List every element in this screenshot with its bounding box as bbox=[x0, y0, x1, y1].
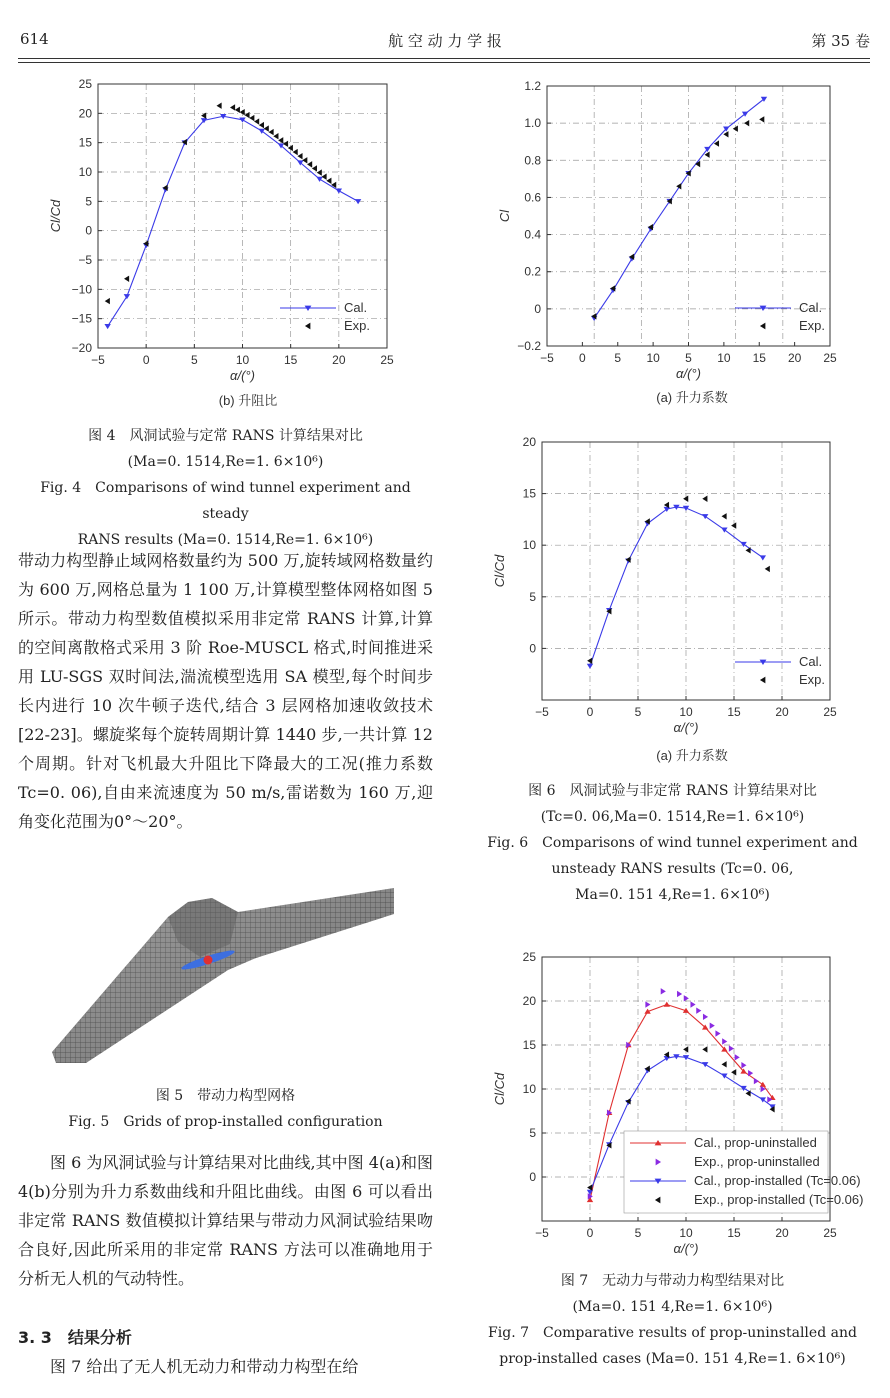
fig7-tick-label-x: 0 bbox=[586, 1226, 594, 1240]
fig7-tick-label-x: 5 bbox=[634, 1226, 642, 1240]
fig4b-data-point bbox=[302, 157, 307, 163]
fig6-caption-cn: 图 6 风洞试验与非定常 RANS 计算结果对比 bbox=[528, 783, 817, 799]
fig7-tick-label-x: 20 bbox=[775, 1226, 789, 1240]
body-paragraph-1 bbox=[18, 546, 433, 836]
fig6a-bottom-data-point bbox=[746, 547, 751, 553]
fig6a-bottom-plot bbox=[492, 435, 837, 735]
fig6a-top-series-0 bbox=[591, 97, 767, 321]
fig6-caption bbox=[465, 778, 880, 908]
fig4b-tick-label-x: 10 bbox=[235, 353, 250, 367]
fig4b-data-point bbox=[217, 103, 222, 109]
fig4b-tick-label-y: 15 bbox=[78, 135, 92, 150]
fig7-legend-label: Cal., prop-installed (Tc=0.06) bbox=[694, 1173, 861, 1188]
paragraph-text: 带动力构型静止域网格数量约为 500 万,旋转域网格数量约为 600 万,网格总量为 1 100 万,计算模型整体网格如图 5 所示。带动力构型数值模拟采用非定常 RANS 计算,计算的空间离散格式采用 3 阶 Roe-MUSCL 格式,时间推进采用 LU-SGS 双时间法,湍流模型选用 SA 模型,每个时间步长内进行 10 次牛顿子迭代,结合 3 层网格加速收敛技术[22-23]。螺旋桨每个旋转周期计算 1440 步,一共计算 12 个周期。针对飞机最大升阻比下降最大的工况(推力系数 Tc=0. 06),自由来流速度为 50 m/s,雷诺数为 160 万,迎角变化范围为0°～20°。 bbox=[18, 551, 433, 831]
fig6a-bottom-data-point bbox=[683, 506, 689, 511]
fig4b-data-point bbox=[230, 104, 235, 110]
fig6a-bottom-data-point bbox=[722, 513, 727, 519]
fig4b-data-point bbox=[307, 161, 312, 167]
fig4b-data-point bbox=[317, 169, 322, 175]
fig6a-bottom-tick-label-y: 0 bbox=[529, 641, 536, 656]
fig7-plot bbox=[492, 950, 863, 1256]
header-rule bbox=[18, 58, 870, 59]
chart-fig6a-top bbox=[480, 70, 870, 415]
fig4b-data-point bbox=[104, 324, 110, 329]
fig4b-series-1 bbox=[105, 103, 337, 305]
fig6a-top-data-point bbox=[744, 120, 749, 126]
fig6a-top-plot bbox=[497, 79, 837, 381]
fig4b-data-point bbox=[105, 298, 110, 304]
fig6a-top-tick-label-y: −0.2 bbox=[517, 339, 541, 353]
paragraph-text: 图 7 给出了无人机无动力和带动力构型在给 bbox=[18, 1357, 359, 1376]
fig6a-bottom-data-point bbox=[765, 566, 770, 572]
fig4b-data-point bbox=[124, 294, 130, 299]
fig6a-top-tick-label-x: −5 bbox=[540, 351, 554, 365]
fig6a-bottom-legend-label: Exp. bbox=[799, 672, 826, 687]
fig4b-xlabel: α/(°) bbox=[230, 368, 255, 383]
fig6a-top-tick-label-y: 0.4 bbox=[524, 227, 541, 242]
page-number: 614 bbox=[20, 30, 49, 48]
fig4b-panel-label: (b) 升阻比 bbox=[218, 393, 278, 408]
fig7-caption bbox=[465, 1268, 880, 1372]
fig6a-bottom-tick-label-x: 10 bbox=[679, 705, 693, 719]
chart-fig6a-bottom bbox=[480, 430, 870, 770]
fig4b-data-point bbox=[293, 149, 298, 155]
fig4b-data-point bbox=[124, 276, 129, 282]
fig4-caption-cn: 图 4 风洞试验与定常 RANS 计算结果对比 bbox=[88, 428, 363, 444]
fig4-caption bbox=[18, 423, 433, 553]
fig7-tick-label-x: −5 bbox=[535, 1226, 549, 1240]
fig4b-data-point bbox=[322, 173, 327, 179]
fig7-data-point bbox=[748, 1070, 753, 1076]
fig6-caption-en-2: unsteady RANS results (Tc=0. 06, bbox=[551, 861, 794, 877]
fig4b-tick-label-y: −10 bbox=[71, 282, 92, 297]
fig5-mesh-image bbox=[50, 862, 395, 1067]
fig7-xlabel: α/(°) bbox=[673, 1241, 699, 1256]
fig6a-bottom-tick-label-x: 5 bbox=[634, 705, 642, 719]
fig6a-bottom-tick-label-y: 5 bbox=[529, 589, 536, 604]
fig4b-data-point bbox=[312, 165, 317, 171]
fig4b-legend-marker bbox=[305, 323, 310, 330]
fig6a-top-tick-label-y: 1.0 bbox=[524, 116, 541, 131]
paragraph-text: 图 6 为风洞试验与计算结果对比曲线,其中图 4(a)和图 4(b)分别为升力系数曲线和升阻比曲线。由图 6 可以看出非定常 RANS 数值模拟计算结果与带动力风洞试验结果吻合良好,因此所采用的非定常 RANS 方法可以准确地用于分析无人机的气动特性。 bbox=[18, 1153, 433, 1288]
fig7-tick-label-y: 0 bbox=[529, 1170, 536, 1184]
fig6a-top-series-1 bbox=[591, 116, 764, 319]
fig6a-bottom-data-point bbox=[587, 664, 593, 669]
fig6a-top-tick-label-x: 15 bbox=[752, 351, 766, 365]
fig7-tick-label-y: 20 bbox=[522, 994, 536, 1008]
fig7-tick-label-y: 5 bbox=[529, 1126, 536, 1140]
fig7-data-point bbox=[722, 1038, 727, 1044]
fig6a-top-tick-label-x: 10 bbox=[646, 351, 660, 365]
fig6a-bottom-series-1 bbox=[587, 496, 770, 664]
body-paragraph-2 bbox=[18, 1148, 433, 1293]
fig7-legend-label: Cal., prop-uninstalled bbox=[694, 1135, 817, 1150]
volume-label: 第 35 卷 bbox=[811, 32, 870, 50]
fig7-data-point bbox=[740, 1086, 746, 1091]
fig6a-bottom-ylabel: Cl/Cd bbox=[492, 554, 507, 588]
fig6a-bottom-series-0 bbox=[587, 505, 766, 669]
fig7-data-point bbox=[661, 988, 666, 994]
chart-fig7 bbox=[480, 945, 870, 1265]
fig5-caption-en: Fig. 5 Grids of prop-installed configuration bbox=[68, 1114, 383, 1130]
fig6a-top-tick-label-y: 0.2 bbox=[524, 264, 541, 279]
fig4b-tick-label-y: 0 bbox=[85, 223, 92, 238]
fig7-data-point bbox=[741, 1062, 746, 1068]
fig4b-data-point bbox=[316, 177, 322, 182]
fig7-tick-label-x: 25 bbox=[823, 1226, 837, 1240]
fig6a-top-tick-label-x: 10 bbox=[717, 351, 731, 365]
fig7-data-point bbox=[645, 1001, 650, 1007]
fig5-caption bbox=[18, 1083, 433, 1135]
fig6a-bottom-data-point bbox=[702, 496, 707, 502]
fig4b-data-point bbox=[273, 133, 278, 139]
fig6a-bottom-xlabel: α/(°) bbox=[673, 720, 699, 735]
fig4b-tick-label-x: −5 bbox=[91, 353, 105, 367]
fig4b-series-line bbox=[108, 116, 358, 326]
body-paragraph-3 bbox=[18, 1352, 433, 1381]
fig6a-bottom-legend-label: Cal. bbox=[799, 654, 823, 669]
fig6a-bottom-panel-label: (a) 升力系数 bbox=[656, 748, 728, 763]
fig6a-top-tick-label-y: 0.6 bbox=[524, 190, 541, 205]
fig6a-bottom-tick-label-x: 20 bbox=[775, 705, 789, 719]
fig7-data-point bbox=[677, 991, 682, 997]
fig4b-plot bbox=[48, 77, 394, 383]
fig7-data-point bbox=[664, 1002, 670, 1007]
fig4b-tick-label-y: −5 bbox=[78, 253, 92, 267]
fig6a-top-xlabel: α/(°) bbox=[676, 366, 701, 381]
fig7-caption-cn: 图 7 无动力与带动力构型结果对比 bbox=[560, 1273, 785, 1289]
fig4b-data-point bbox=[254, 118, 259, 124]
fig4b-tick-label-y: −15 bbox=[71, 311, 92, 326]
fig7-caption-en: Fig. 7 Comparative results of prop-uninstalled and bbox=[488, 1325, 857, 1341]
fig4b-tick-label-x: 15 bbox=[283, 353, 298, 367]
fig7-data-point bbox=[754, 1078, 759, 1084]
fig6a-bottom-tick-label-x: 25 bbox=[823, 705, 837, 719]
fig4b-data-point bbox=[259, 122, 264, 128]
fig6a-top-tick-label-x: 5 bbox=[685, 351, 692, 365]
fig4b-tick-label-y: 5 bbox=[85, 194, 92, 209]
fig6a-bottom-series-line bbox=[590, 507, 763, 666]
fig4b-legend bbox=[280, 300, 370, 333]
fig6a-top-data-point bbox=[723, 131, 728, 137]
fig7-data-point bbox=[690, 1001, 695, 1007]
fig7-data-point bbox=[722, 1061, 727, 1067]
fig4-caption-cn-params: (Ma=0. 1514,Re=1. 6×10⁶) bbox=[127, 454, 324, 470]
fig7-tick-label-y: 25 bbox=[522, 950, 536, 964]
fig6-caption-cn-params: (Tc=0. 06,Ma=0. 1514,Re=1. 6×10⁶) bbox=[540, 809, 805, 825]
header-rule-thin bbox=[18, 62, 870, 63]
fig7-ylabel: Cl/Cd bbox=[492, 1072, 507, 1106]
fig4b-tick-label-y: 25 bbox=[78, 77, 92, 91]
fig7-legend-label: Exp., prop-installed (Tc=0.06) bbox=[694, 1192, 864, 1207]
fig6-caption-en-3: Ma=0. 151 4,Re=1. 6×10⁶) bbox=[575, 887, 770, 903]
fig4b-data-point bbox=[239, 118, 245, 123]
fig6a-bottom-tick-label-y: 10 bbox=[522, 538, 536, 553]
fig4-caption-en: Fig. 4 Comparisons of wind tunnel experiment and steady bbox=[40, 480, 411, 522]
fig4b-ylabel: Cl/Cd bbox=[48, 199, 63, 233]
fig6a-bottom-data-point bbox=[760, 555, 766, 560]
fig7-caption-en-2: prop-installed cases (Ma=0. 151 4,Re=1. 6×10⁶) bbox=[499, 1351, 846, 1367]
fig4b-series-0 bbox=[104, 114, 361, 329]
fig6a-bottom-plot-frame bbox=[542, 442, 830, 700]
fig7-data-point bbox=[703, 1014, 708, 1020]
fig6a-bottom-legend-marker bbox=[760, 677, 765, 684]
fig4b-data-point bbox=[336, 189, 342, 194]
fig6a-top-series-line bbox=[594, 99, 764, 318]
fig7-data-point bbox=[702, 1046, 707, 1052]
fig7-legend-label: Exp., prop-uninstalled bbox=[694, 1154, 820, 1169]
fig6-caption-en: Fig. 6 Comparisons of wind tunnel experiment and bbox=[487, 835, 858, 851]
fig6a-top-legend-label: Exp. bbox=[799, 318, 826, 333]
fig7-tick-label-y: 10 bbox=[522, 1082, 536, 1096]
fig6a-top-tick-label-x: 25 bbox=[823, 351, 837, 365]
fig7-legend bbox=[624, 1131, 863, 1213]
fig4b-tick-label-y: −20 bbox=[71, 341, 92, 355]
fig6a-top-data-point bbox=[759, 116, 764, 122]
fig7-data-point bbox=[696, 1007, 701, 1013]
fig4b-data-point bbox=[297, 153, 302, 159]
fig7-tick-label-x: 10 bbox=[679, 1226, 693, 1240]
fig4-caption-en-2: RANS results (Ma=0. 1514,Re=1. 6×10⁶) bbox=[77, 532, 374, 548]
fig6a-bottom-tick-label-y: 15 bbox=[522, 486, 536, 501]
fig6a-bottom-tick-label-y: 20 bbox=[522, 435, 536, 449]
fig7-data-point bbox=[715, 1030, 720, 1036]
fig6a-bottom-legend bbox=[735, 654, 825, 687]
fig6a-top-legend-label: Cal. bbox=[799, 300, 823, 315]
chart-fig4b bbox=[18, 70, 433, 415]
fig4b-legend-label: Cal. bbox=[344, 300, 368, 315]
fig6a-top-panel-label: (a) 升力系数 bbox=[656, 390, 728, 405]
fig4b-legend-label: Exp. bbox=[344, 318, 371, 333]
fig7-data-point bbox=[729, 1045, 734, 1051]
fig4b-data-point bbox=[264, 125, 269, 131]
fig6a-top-tick-label-y: 0 bbox=[534, 301, 541, 316]
section-heading: 3. 3 结果分析 bbox=[18, 1328, 132, 1347]
journal-title: 航 空 动 力 学 报 bbox=[388, 32, 502, 50]
fig6a-top-tick-label-x: 20 bbox=[787, 351, 802, 365]
fig6a-top-tick-label-y: 1.2 bbox=[524, 79, 541, 93]
fig7-data-point bbox=[702, 1062, 708, 1067]
fig6a-bottom-tick-label-x: 0 bbox=[586, 705, 594, 719]
fig4b-data-point bbox=[249, 115, 254, 121]
fig7-data-point bbox=[710, 1022, 715, 1028]
fig4b-data-point bbox=[283, 141, 288, 147]
fig6a-top-legend-marker bbox=[760, 323, 765, 330]
fig7-data-point bbox=[721, 1074, 727, 1079]
fig4b-data-point bbox=[269, 129, 274, 135]
fig4b-tick-label-x: 20 bbox=[332, 353, 346, 367]
fig4b-data-point bbox=[235, 107, 240, 113]
fig4b-tick-label-y: 20 bbox=[78, 106, 92, 121]
fig6a-top-ylabel: Cl bbox=[497, 209, 512, 223]
fig4b-tick-label-x: 0 bbox=[142, 353, 150, 367]
fig6a-top-tick-label-x: 5 bbox=[614, 351, 622, 365]
fig4b-tick-label-y: 10 bbox=[78, 165, 92, 179]
fig4b-tick-label-x: 5 bbox=[190, 353, 198, 367]
fig6a-top-tick-label-y: 0.8 bbox=[524, 153, 541, 168]
fig4b-tick-label-x: 25 bbox=[380, 353, 394, 367]
fig6a-bottom-tick-label-x: −5 bbox=[535, 705, 549, 719]
fig7-tick-label-y: 15 bbox=[522, 1038, 536, 1052]
fig7-tick-label-x: 15 bbox=[727, 1226, 741, 1240]
fig4b-data-point bbox=[244, 112, 249, 118]
fig6a-bottom-tick-label-x: 15 bbox=[727, 705, 741, 719]
fig6a-top-tick-label-x: 0 bbox=[579, 351, 586, 365]
fig7-caption-cn-params: (Ma=0. 151 4,Re=1. 6×10⁶) bbox=[572, 1299, 773, 1315]
fig5-caption-cn: 图 5 带动力构型网格 bbox=[155, 1088, 296, 1104]
fig6a-top-legend bbox=[735, 300, 825, 333]
fig7-data-point bbox=[735, 1054, 740, 1060]
